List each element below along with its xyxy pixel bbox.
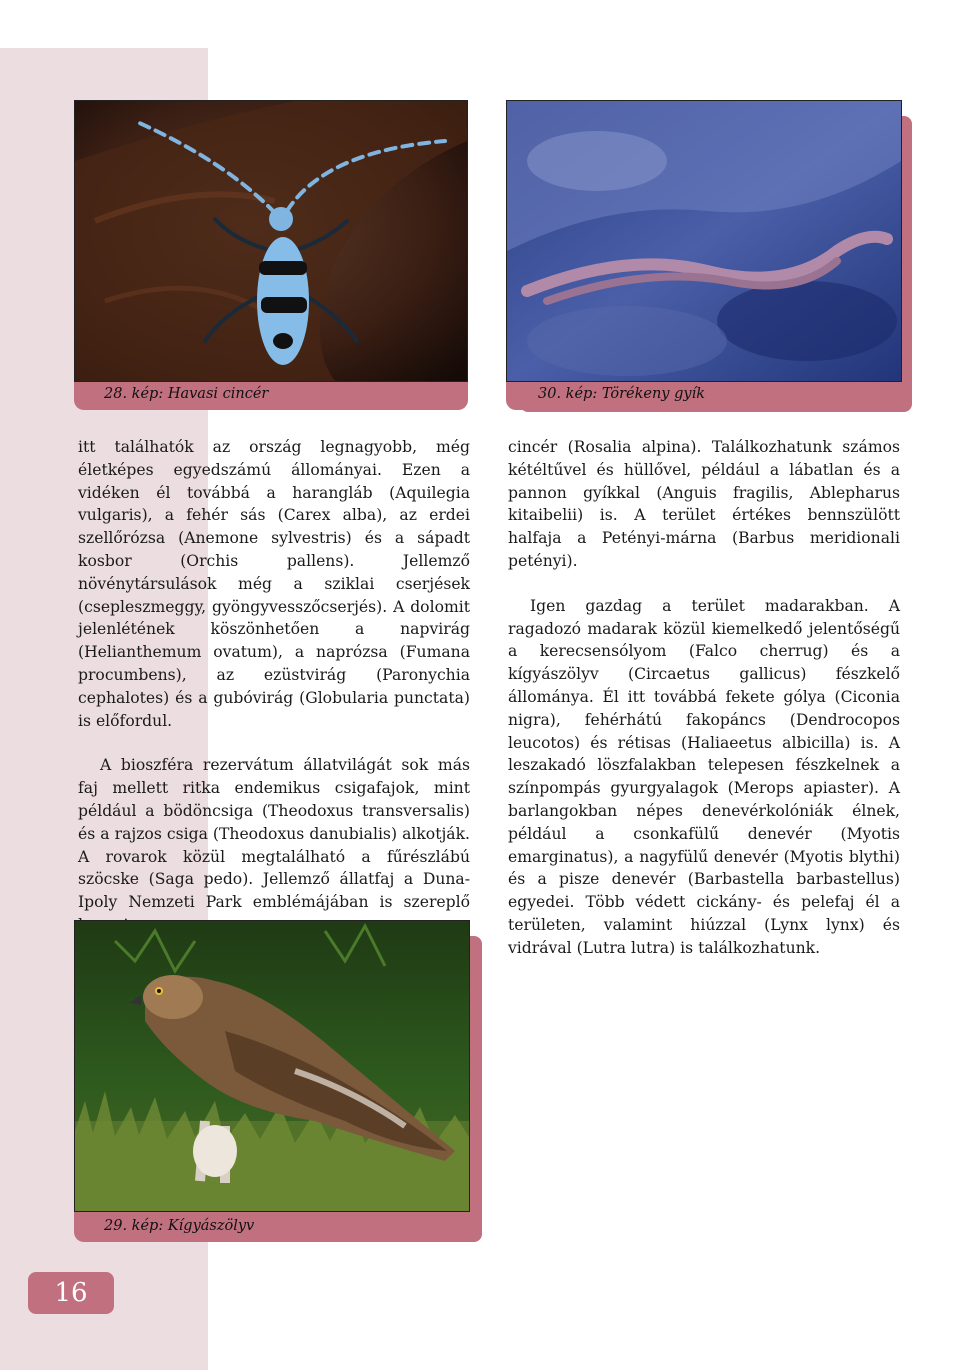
figure-30-caption: 30. kép: Törékeny gyík (538, 386, 706, 402)
right-paragraph-1: cincér (Rosalia alpina). Találkozhatunk számos kétéltűvel és hüllővel, például a lábatlan és a pannon gyíkkal (Anguis fragilis, Ablepharus kitaibelii) is. A terület értékes bennszülött halfaja a Petényi-márna (Barbus meridionali petényi). (508, 438, 900, 570)
right-paragraph-2: Igen gazdag a terület madarakban. A ragadozó madarak közül kiemelkedő jelentőségű a kerecsensólyom (Falco cherrug) és a kígyászölyv (Circaetus gallicus) fészkelő állománya. Él itt továbbá fekete gólya (Ciconia nigra), fehérhátú fakopáncs (Dendrocopos leucotos) és rétisas (Haliaeetus albicilla) is. A leszakadó löszfalakban telepesen fészkelnek a színpompás gyurgyalagok (Merops apiaster). A barlangokban népes denevérkolóniák élnek, például a csonkafülű denevér (Myotis emarginatus), a nagyfülű denevér (Myotis blythi) és a pisze denevér (Barbastella barbastellus) egyedei. Több védett cickány- és pelefaj él a területen, valamint hiúzzal (Lynx lynx) és vidrával (Lutra lutra) is találkozhatunk. (508, 596, 900, 957)
figure-28-photo-beetle (74, 100, 468, 382)
figure-28-caption: 28. kép: Havasi cincér (104, 386, 269, 402)
page-number: 16 (54, 1278, 88, 1308)
page-number-badge (28, 1272, 114, 1314)
left-paragraph-1: itt találhatók az ország legnagyobb, még életképes egyedszámú állományai. Ezen a vidéken él továbbá a harangláb (Aquilegia vulgaris), a fehér sás (Carex alba), az erdei szellőrózsa (Anemone sylvestris) és a sápadt kosbor (Orchis pallens). Jellemző növénytársulások még a sziklai cserjések (csepleszmeggy, gyöngyvesszőcserjés). A dolomit jelenlétének köszönhetően a napvirág (Helianthemum ovatum), a naprózsa (Fumana procumbens), az ezüstvirág (Paronychia cephalotes) és a gubóvirág (Globularia punctata) is előfordul. (78, 438, 470, 730)
figure-29-caption: 29. kép: Kígyászölyv (104, 1218, 255, 1234)
left-text-column (78, 436, 470, 937)
right-text-column (508, 436, 900, 960)
figure-30-photo-lizard (506, 100, 902, 382)
figure-29-photo-eagle (74, 920, 470, 1212)
left-paragraph-2: A bioszféra rezervátum állatvilágát sok más faj mellett ritka endemikus csigafajok, mint például a bödöncsiga (Theodoxus transversalis) és a rajzos csiga (Theodoxus danubialis) alkotják. A rovarok közül megtalálható a fűrészlábú szöcske (Saga pedo). Jellemző állatfaj a Duna-Ipoly Nemzeti Park emblémájában is szereplő (78, 756, 470, 912)
